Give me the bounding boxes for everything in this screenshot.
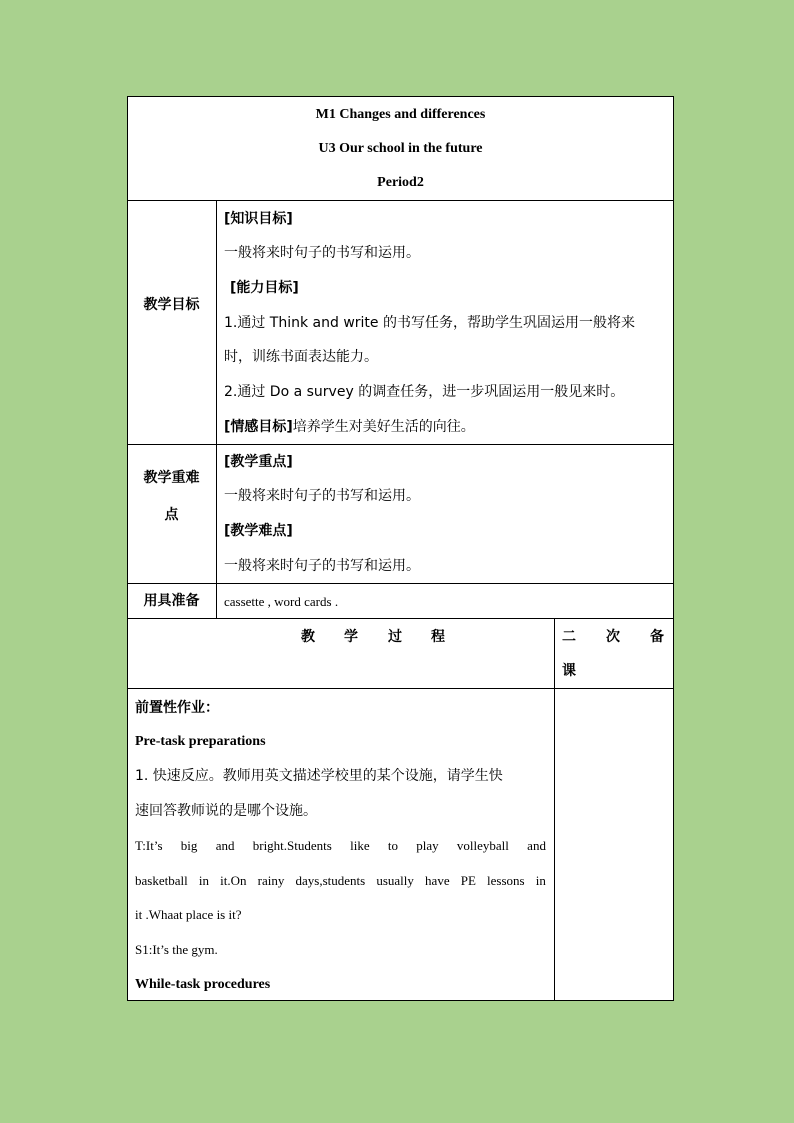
word: volleyball — [456, 838, 509, 853]
word: bright.Students — [252, 838, 332, 853]
preview-homework-title: 前置性作业： — [135, 700, 219, 716]
row-divider — [127, 583, 674, 584]
word: PE — [460, 873, 476, 888]
process-header-char-3: 过 — [388, 629, 402, 645]
difficult-point-title: [教学难点] — [224, 523, 293, 539]
word: and — [527, 838, 546, 853]
key-point-text: 一般将来时句子的书写和运用。 — [224, 488, 420, 504]
second-prep-char-1: 二 — [562, 629, 576, 645]
process-header-char-1: 教 — [301, 629, 315, 645]
second-prep-char-4: 课 — [562, 663, 576, 679]
student-answer: S1:It’s the gym. — [135, 942, 218, 957]
word: lessons — [487, 873, 525, 888]
key-points-label-2: 点 — [164, 507, 179, 523]
knowledge-objective-text: 一般将来时句子的书写和运用。 — [224, 245, 420, 261]
column-divider — [554, 618, 555, 1001]
teacher-line-3: it .Whaat place is it? — [135, 907, 242, 922]
word: and — [215, 838, 235, 853]
module-title: M1 Changes and differences — [315, 107, 486, 122]
emotion-objective — [224, 419, 475, 435]
ability-objective-text-2: 时，训练书面表达能力。 — [224, 349, 378, 365]
row-divider — [127, 688, 674, 689]
column-divider — [216, 200, 217, 618]
word: to — [387, 838, 398, 853]
word: it.On — [220, 873, 247, 888]
teacher-line-1 — [135, 838, 546, 854]
second-prep-char-3: 备 — [650, 629, 664, 645]
word: have — [425, 873, 450, 888]
item-1-line-a: 1. 快速反应。教师用英文描述学校里的某个设施，请学生快 — [135, 768, 503, 784]
item-1-line-b: 速回答教师说的是哪个设施。 — [135, 803, 317, 819]
ability-objective-text-1: 1.通过 Think and write 的书写任务，帮助学生巩固运用一般将来 — [224, 315, 635, 331]
row-divider — [127, 200, 674, 201]
objectives-label: 教学目标 — [143, 297, 200, 313]
word: in — [535, 873, 546, 888]
word: rainy — [257, 873, 285, 888]
word: basketball — [135, 873, 188, 888]
while-task-title: While-task procedures — [135, 977, 271, 992]
word: big — [180, 838, 198, 853]
process-header-char-2: 学 — [344, 629, 358, 645]
word: days,students — [295, 873, 366, 888]
materials-text: cassette , word cards . — [224, 594, 339, 609]
word: T:It’s — [135, 838, 163, 853]
word: like — [350, 838, 370, 853]
row-divider — [127, 444, 674, 445]
unit-title: U3 Our school in the future — [318, 141, 483, 156]
pre-task-title: Pre-task preparations — [135, 734, 266, 749]
ability-objective-title: [能力目标] — [230, 280, 299, 296]
word: usually — [376, 873, 414, 888]
key-point-title: [教学重点] — [224, 454, 293, 470]
ability-objective-text-3: 2.通过 Do a survey 的调查任务，进一步巩固运用一般见来时。 — [224, 384, 625, 400]
emotion-objective-text: 培养学生对美好生活的向往。 — [292, 419, 475, 435]
key-points-label-1: 教学重难 — [143, 470, 200, 486]
period-title: Period2 — [377, 175, 424, 190]
word: play — [416, 838, 439, 853]
process-header-char-4: 程 — [431, 629, 445, 645]
emotion-objective-title: [情感目标] — [224, 419, 293, 435]
teacher-line-2 — [135, 873, 546, 889]
lesson-plan-table — [127, 96, 674, 1001]
word: in — [198, 873, 209, 888]
materials-label: 用具准备 — [143, 593, 200, 609]
second-prep-char-2: 次 — [606, 629, 620, 645]
difficult-point-text: 一般将来时句子的书写和运用。 — [224, 558, 420, 574]
knowledge-objective-title: [知识目标] — [224, 211, 293, 227]
row-divider — [127, 618, 674, 619]
